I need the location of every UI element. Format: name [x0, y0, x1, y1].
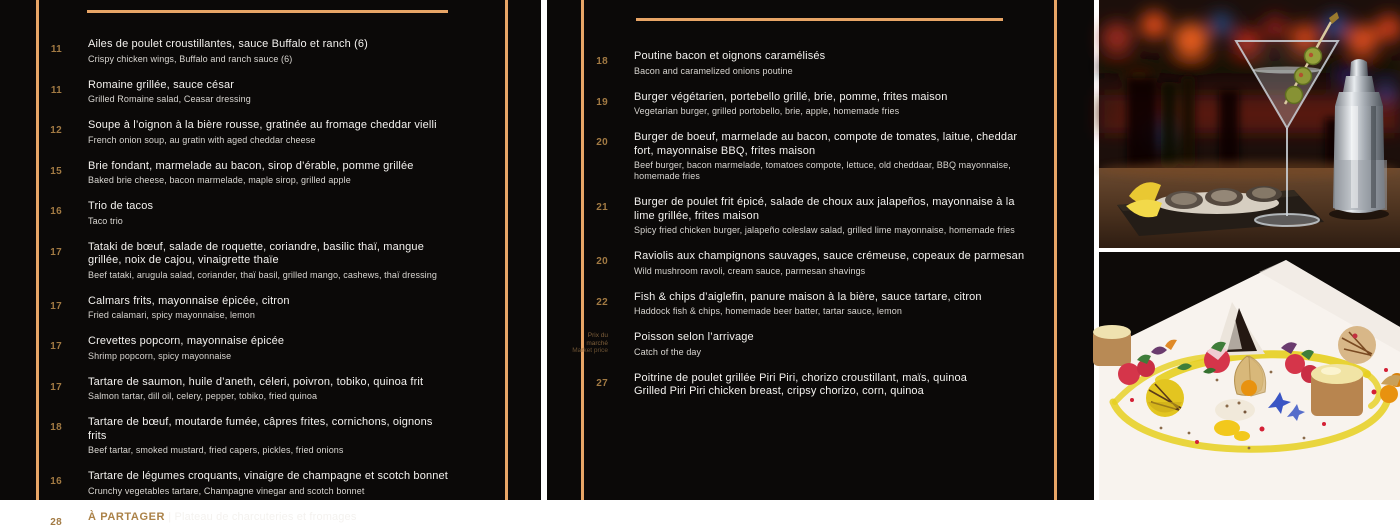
menu-item-price: 19	[596, 96, 608, 108]
menu-item-subtitle-en: Crunchy vegetables tartare, Champagne vinegar and scotch bonnet	[88, 485, 365, 496]
menu-item-price: 22	[596, 296, 608, 308]
menu-item-row	[22, 470, 513, 497]
menu-item-price: 20	[596, 137, 608, 148]
menu-item-price-cell	[22, 79, 62, 106]
menu-item-price-cell	[568, 291, 608, 318]
menu-item-price: 16	[50, 476, 62, 487]
menu-item-price-cell	[568, 131, 608, 182]
menu-item-text	[88, 160, 454, 187]
menu-item-row	[22, 295, 513, 322]
menu-item-row	[22, 119, 513, 146]
menu-item-title-fr: Poisson selon l’arrivage	[634, 331, 754, 343]
menu-item-price-cell	[22, 376, 62, 403]
menu-item-row	[568, 331, 1064, 358]
menu-item-subtitle-en: Spicy fried chicken burger, jalapeño coleslaw salad, grilled lime mayonnaise, homemade fries	[634, 225, 1015, 235]
menu-item-text	[88, 511, 454, 530]
menu-item-price: 15	[50, 165, 62, 177]
menu-item-text	[634, 50, 1026, 77]
menu-item-title-fr: Tartare de bœuf, moutarde fumée, câpres frites, cornichons, oignons frits	[88, 416, 433, 442]
menu-item-title-fr: Burger de boeuf, marmelade au bacon, compote de tomates, laitue, cheddar fort, mayonnaise BBQ, frites maison	[634, 131, 1018, 157]
menu-item-price: 27	[596, 377, 608, 389]
menu-item-subtitle-en: Shrimp popcorn, spicy mayonnaise	[88, 350, 232, 361]
menu-item-text	[634, 196, 1026, 236]
menu-item-price-cell	[22, 295, 62, 322]
dessert-plate-photo-illustration	[1099, 252, 1400, 500]
menu-item-subtitle-en: Bacon and caramelized onions poutine	[634, 65, 793, 76]
menu-item-price: 21	[596, 202, 608, 213]
menu-item-row	[568, 50, 1064, 77]
menu-item-subtitle-en: French onion soup, au gratin with aged cheddar cheese	[88, 134, 316, 145]
menu-item-row	[22, 241, 513, 281]
menu-item-price: 20	[596, 256, 608, 267]
martini-bar-photo	[1099, 0, 1400, 248]
menu-item-row	[568, 291, 1064, 318]
menu-item-row	[22, 416, 513, 456]
menu-item-text	[634, 291, 1026, 318]
menu-item-text	[634, 331, 1026, 358]
menu-item-subtitle-en: Catch of the day	[634, 346, 702, 357]
menu-item-subtitle-en: Crispy chicken wings, Buffalo and ranch sauce (6)	[88, 53, 293, 64]
market-price-note: Prix du marché	[586, 332, 608, 347]
menu-item-subtitle-en: Salmon tartar, dill oil, celery, pepper, tobiko, fried quinoa	[88, 391, 318, 401]
menu-item-text	[634, 250, 1026, 277]
menu-item-price-cell	[22, 119, 62, 146]
menu-item-row	[22, 200, 513, 227]
menu-item-price: 17	[50, 300, 62, 312]
menu-item-price: 18	[596, 56, 608, 67]
menu-item-price-cell	[22, 335, 62, 362]
menu-item-text	[88, 416, 454, 456]
menu-item-text	[88, 79, 454, 106]
menu-item-title-fr: Romaine grillée, sauce césar	[88, 78, 235, 91]
menu-item-title-fr: Tartare de saumon, huile d’aneth, céleri, poivron, tobiko, quinoa frit	[88, 375, 424, 388]
menu-item-title-fr: Soupe à l’oignon à la bière rousse, gratinée au fromage cheddar vielli	[88, 119, 437, 131]
menu-item-text	[88, 376, 454, 403]
menu-item-row	[22, 335, 513, 362]
menu-item-price: 28	[50, 516, 62, 528]
menu-item-price-cell	[568, 250, 608, 277]
menu-item-price-cell	[22, 470, 62, 497]
menu-item-price: 17	[50, 381, 62, 393]
menu-item-row	[22, 511, 513, 530]
share-label: À PARTAGER	[88, 510, 166, 523]
menu-item-price-cell	[568, 50, 608, 77]
menu-item-text	[88, 200, 454, 227]
menu-item-price: 12	[50, 125, 62, 136]
menu-item-price: 11	[50, 84, 62, 96]
menu-item-subtitle-en: Beef burger, bacon marmelade, tomatoes compote, lettuce, old cheddaar, BBQ mayonnaise, homemade fries	[634, 160, 1011, 181]
menu-item-text	[88, 335, 454, 362]
menu-item-price: 11	[50, 44, 62, 55]
menu-item-row	[568, 250, 1064, 277]
menu-item-subtitle-en: Grilled Romaine salad, Ceasar dressing	[88, 94, 251, 104]
menu-item-subtitle-en: Vegetarian burger, grilled portobello, brie, apple, homemade fries	[634, 106, 900, 116]
menu-item-text	[634, 131, 1026, 182]
menu-item-subtitle-en: Fried calamari, spicy mayonnaise, lemon	[88, 310, 255, 320]
menu-item-price-cell	[568, 91, 608, 118]
separator: |	[165, 510, 175, 523]
menu-item-price: 17	[50, 341, 62, 352]
menu-item-subtitle-en: Wild mushroom ravoli, cream sauce, parmesan shavings	[634, 265, 866, 276]
menu-item-row	[22, 376, 513, 403]
menu-item-title-fr: Poutine bacon et oignons caramélisés	[634, 50, 826, 62]
menu-item-price-cell	[22, 241, 62, 281]
menu-item-row	[22, 79, 513, 106]
menu-item-row	[568, 372, 1064, 399]
menu-item-title-fr: Burger de poulet frit épicé, salade de choux aux jalapeños, mayonnaise à la lime grillée, frites maison	[634, 196, 1015, 222]
menu-item-row	[568, 131, 1064, 182]
menu-item-title-fr: Trio de tacos	[88, 200, 154, 212]
menu-item-text	[88, 38, 454, 65]
menu-item-price: 16	[50, 206, 62, 217]
menu-item-price-cell	[568, 196, 608, 236]
menu-item-title-fr: Ailes de poulet croustillantes, sauce Buffalo et ranch (6)	[88, 38, 368, 50]
menu-item-title-rest: Plateau de charcuteries et fromages	[174, 510, 357, 523]
menu-item-price-cell	[22, 416, 62, 456]
martini-bar-photo-illustration	[1099, 0, 1400, 248]
menu-item-title-fr: Tataki de bœuf, salade de roquette, coriandre, basilic thaï, mangue grillée, noix de cajou, vinaigrette thaïe	[88, 240, 424, 266]
menu-item-price-cell	[568, 331, 608, 358]
menu-item-title-fr: Raviolis aux champignons sauvages, sauce crémeuse, copeaux de parmesan	[634, 250, 1025, 262]
menu-item-price: 17	[50, 246, 62, 258]
menu-item-price-cell	[22, 38, 62, 65]
menu-panel-starters	[0, 0, 541, 528]
menu-item-title-fr	[88, 511, 454, 525]
menu-item-row	[22, 160, 513, 187]
menu-item-text	[634, 91, 1026, 118]
menu-panel-mains	[547, 0, 1094, 500]
menu-item-title-fr: Brie fondant, marmelade au bacon, sirop d’érable, pomme grillée	[88, 159, 414, 172]
menu-items-list	[0, 0, 541, 530]
menu-item-subtitle-en: Taco trio	[88, 215, 123, 226]
menu-item-row	[568, 196, 1064, 236]
menu-item-subtitle-en: Baked brie cheese, bacon marmelade, maple sirop, grilled apple	[88, 175, 351, 185]
menu-item-title-fr: Crevettes popcorn, mayonnaise épicée	[88, 335, 285, 347]
menu-item-subtitle-en: Grilled Piri Piri chicken breast, cripsy chorizo, corn, quinoa	[634, 385, 924, 397]
menu-item-row	[22, 38, 513, 65]
menu-item-title-fr: Calmars frits, mayonnaise épicée, citron	[88, 294, 290, 307]
menu-item-price-cell	[22, 511, 62, 530]
dessert-plate-photo	[1099, 252, 1400, 500]
menu-item-text	[88, 241, 454, 281]
menu-item-row	[568, 91, 1064, 118]
menu-item-price-cell	[568, 372, 608, 399]
menu-item-price-cell	[22, 160, 62, 187]
menu-item-price: 18	[50, 422, 62, 433]
menu-item-title-fr: Burger végétarien, portebello grillé, brie, pomme, frites maison	[634, 90, 948, 103]
menu-item-title-fr: Poitrine de poulet grillée Piri Piri, chorizo croustillant, maïs, quinoa	[634, 371, 968, 384]
menu-item-text	[88, 119, 454, 146]
menu-item-subtitle-en: Beef tartar, smoked mustard, fried capers, pickles, fried onions	[88, 445, 344, 455]
menu-item-text	[634, 372, 1026, 399]
menu-item-title-fr: Tartare de légumes croquants, vinaigre de champagne et scotch bonnet	[88, 470, 448, 482]
menu-item-subtitle-en: Haddock fish & chips, homemade beer batter, tartar sauce, lemon	[634, 306, 902, 316]
market-price-note: Market price	[572, 347, 608, 354]
menu-item-text	[88, 295, 454, 322]
menu-item-text	[88, 470, 454, 497]
menu-item-price-cell	[22, 200, 62, 227]
menu-item-subtitle-en: Beef tataki, arugula salad, coriander, thaï basil, grilled mango, cashews, thaï dressing	[88, 269, 437, 280]
menu-items-list	[547, 0, 1094, 399]
menu-item-title-fr: Fish & chips d’aiglefin, panure maison à la bière, sauce tartare, citron	[634, 290, 982, 303]
